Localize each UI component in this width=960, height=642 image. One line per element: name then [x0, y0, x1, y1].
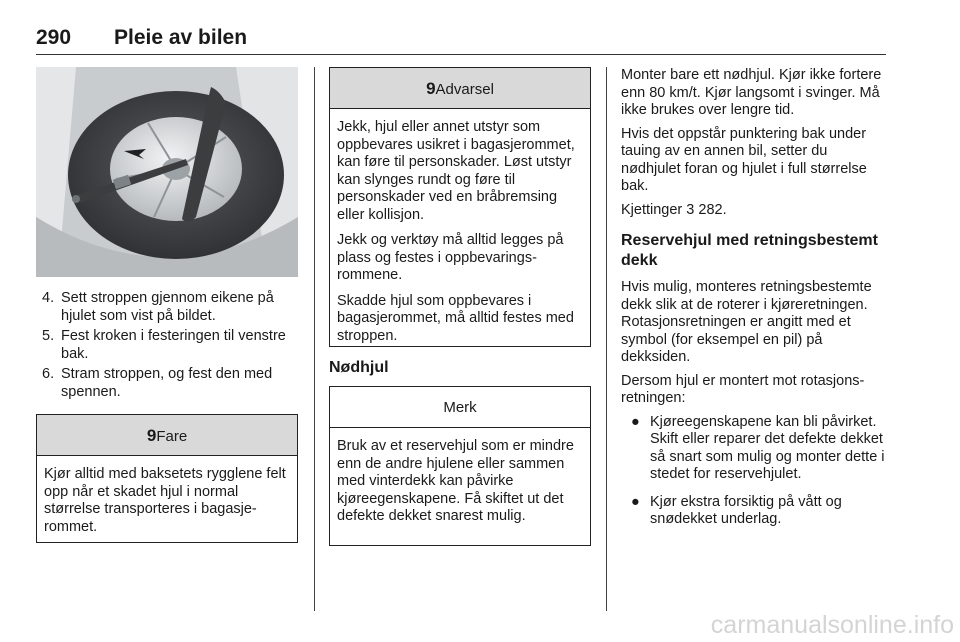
list-item: 6. Stram stroppen, og fest den med spennen.	[42, 366, 273, 400]
warning-box	[329, 67, 591, 347]
warning-triangle-icon: 9	[426, 79, 436, 98]
section-heading-nodhjul: Nødhjul	[329, 359, 389, 376]
header-divider	[36, 54, 886, 55]
note-box-header: Merk	[330, 387, 590, 428]
step-list	[36, 290, 300, 404]
note-box-body: Bruk av et reservehjul som er mindre enn de andre hjulene eller sammen med vinterdekk kan påvirke kjøreegenskapene. Få skiftet ut det defekte dekket snarest mulig.	[337, 438, 574, 524]
warning-triangle-icon: 9	[146, 426, 157, 445]
warning-paragraph: Jekk, hjul eller annet utstyr som oppbevares usikret i bagasjerommet, kan føre til personskader. Løst utstyr kan slynges rundt og føre til personskader ved en bråbremsing eller kollisjon.	[337, 119, 575, 223]
section-heading-retningsbestemt: Reservehjul med retningsbestemt dekk	[621, 232, 878, 269]
page-reference-icon: 3	[686, 201, 695, 218]
page-title: Pleie av bilen	[114, 26, 248, 49]
list-item: 5. Fest kroken i festeringen til venstre bak.	[42, 328, 286, 362]
spare-wheel-strap-illustration-icon	[36, 67, 298, 277]
bullet-icon: ●	[631, 413, 640, 430]
column-divider-1	[314, 67, 315, 611]
page-reference-link[interactable]: 282.	[698, 201, 727, 218]
warning-paragraph: Jekk og verktøy må alltid legges på plass og festes i oppbevaringsrommene.	[337, 232, 564, 283]
spare-wheel-figure	[36, 67, 298, 277]
paragraph: Dersom hjul er montert mot rotasjonsretningen:	[621, 372, 865, 406]
paragraph: Hvis det oppstår punktering bak under tauing av en annen bil, setter du nødhjulet foran og hjulet i full størrelse bak.	[621, 125, 867, 194]
bullet-list	[621, 414, 887, 529]
right-column	[621, 67, 887, 539]
list-item: ● Kjøreegenskapene kan bli påvirket. Skift eller reparer det defekte dekket så snart som mulig og monter dette i stedet for reservehjulet.	[631, 413, 885, 482]
column-divider-2	[606, 67, 607, 611]
warning-box-body	[330, 109, 590, 355]
cross-reference: Kjettinger 3 282.	[621, 201, 727, 218]
watermark: carmanualsonline.info	[710, 611, 954, 639]
warning-box-title: Advarsel	[435, 81, 494, 98]
note-box	[329, 386, 591, 546]
warning-box-header	[330, 68, 590, 109]
page-header	[36, 26, 886, 52]
list-item: 4. Sett stroppen gjennom eikene på hjulet som vist på bildet.	[42, 290, 274, 324]
bullet-icon: ●	[631, 493, 640, 510]
paragraph: Monter bare ett nødhjul. Kjør ikke fortere enn 80 km/t. Kjør langsomt i svinger. Må ikke brukes over lengre tid.	[621, 67, 882, 118]
list-item: ● Kjør ekstra forsiktig på vått og snødekket underlag.	[631, 493, 842, 527]
page-number: 290	[36, 26, 72, 49]
paragraph: Hvis mulig, monteres retningsbestemte dekk slik at de roterer i kjøreretningen. Rotasjonsretningen er angitt med et symbol (for eksempel en pil) på dekksiden.	[621, 279, 872, 365]
danger-box-title: Fare	[156, 428, 188, 445]
danger-box-header	[37, 415, 297, 456]
danger-box-body: Kjør alltid med baksetets rygglene felt opp når et skadet hjul i normal størrelse transporteres i bagasjerommet.	[44, 466, 286, 535]
danger-box	[36, 414, 298, 543]
warning-paragraph: Skadde hjul som oppbevares i bagasjerommet, må alltid festes med stroppen.	[337, 292, 574, 344]
